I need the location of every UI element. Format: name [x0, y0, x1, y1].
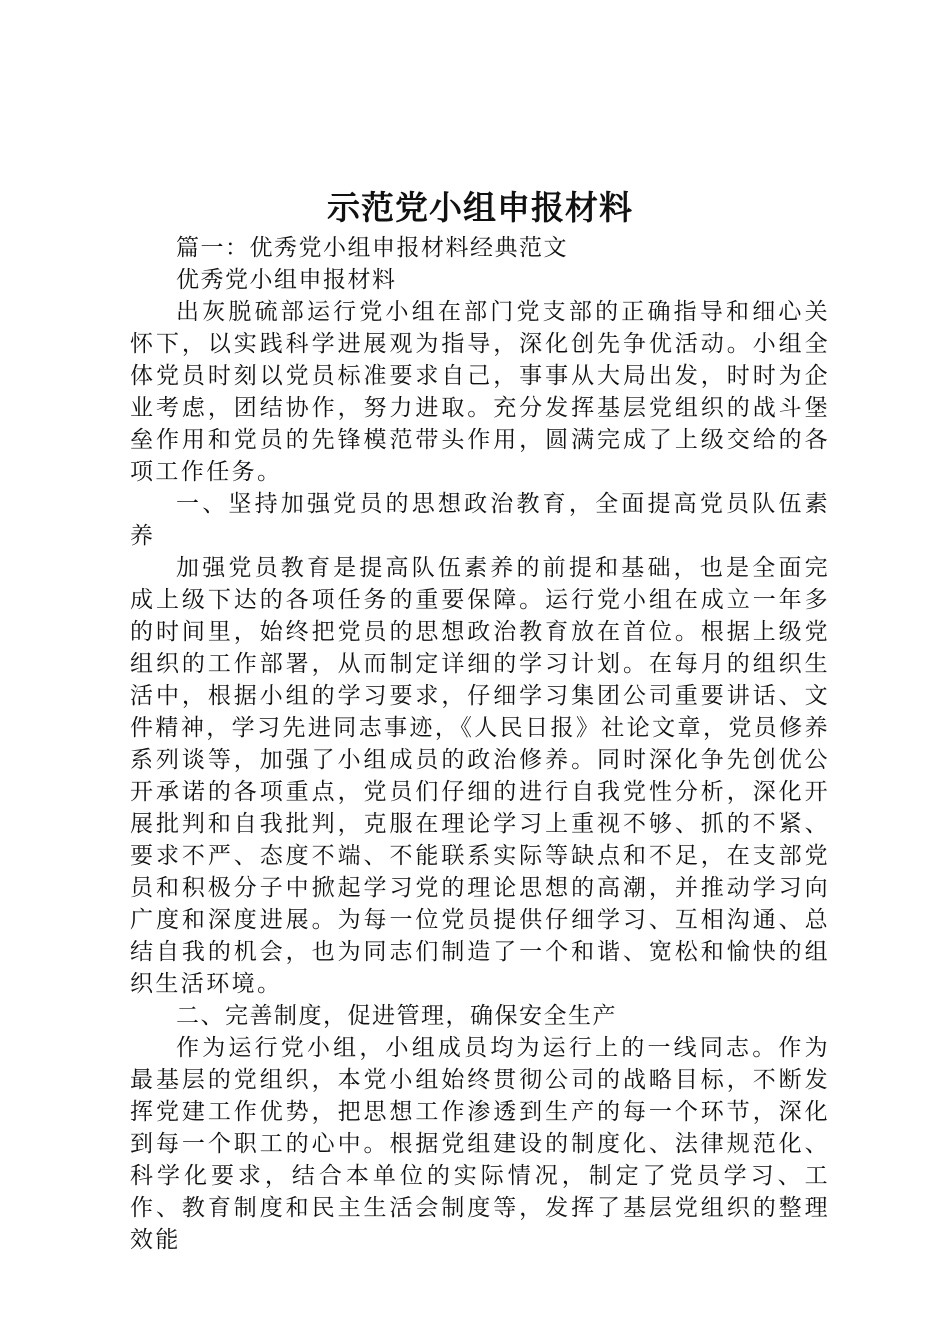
subtitle-material: 优秀党小组申报材料	[176, 267, 397, 293]
document-title: 示范党小组申报材料	[327, 188, 633, 227]
paragraph-intro: 出灰脱硫部运行党小组在部门党支部的正确指导和细心关怀下，以实践科学进展观为指导，深化创先争优活动。小组全体党员时刻以党员标准要求自己，事事从大局出发，时时为企业考虑，团结协作，努力进取。充分发挥基层党组织的战斗堡垒作用和党员的先锋模范带头作用，圆满完成了上级交给的各项工作任务。	[130, 299, 830, 485]
paragraph-section-2: 作为运行党小组，小组成员均为运行上的一线同志。作为最基层的党组织，本党小组始终贯彻公司的战略目标，不断发挥党建工作优势，把思想工作渗透到生产的每一个环节，深化到每一个职工的心中。根据党组建设的制度化、法律规范化、科学化要求，结合本单位的实际情况，制定了党员学习、工作、教育制度和民主生活会制度等，发挥了基层党组织的整理效能	[130, 1035, 830, 1253]
document-page	[130, 186, 830, 1256]
paragraph-section-1: 加强党员教育是提高队伍素养的前提和基础，也是全面完成上级下达的各项任务的重要保障。运行党小组在成立一年多的时间里，始终把党员的思想政治教育放在首位。根据上级党组织的工作部署，从而制定详细的学习计划。在每月的组织生活中，根据小组的学习要求，仔细学习集团公司重要讲话、文件精神，学习先进同志事迹，《人民日报》社论文章，党员修养系列谈等，加强了小组成员的政治修养。同时深化争先创优公开承诺的各项重点，党员们仔细的进行自我党性分析，深化开展批判和自我批判，克服在理论学习上重视不够、抓的不紧、要求不严、态度不端、不能联系实际等缺点和不足，在支部党员和积极分子中掀起学习党的理论思想的高潮，并推动学习向广度和深度进展。为每一位党员提供仔细学习、互相沟通、总结自我的机会，也为同志们制造了一个和谐、宽松和愉快的组织生活环境。	[130, 555, 830, 997]
section-heading-2: 二、完善制度，促进管理，确保安全生产	[176, 1003, 617, 1029]
section-heading-1: 一、坚持加强党员的思想政治教育，全面提高党员队伍素养	[130, 491, 830, 549]
subtitle-chapter: 篇一：优秀党小组申报材料经典范文	[176, 235, 568, 261]
